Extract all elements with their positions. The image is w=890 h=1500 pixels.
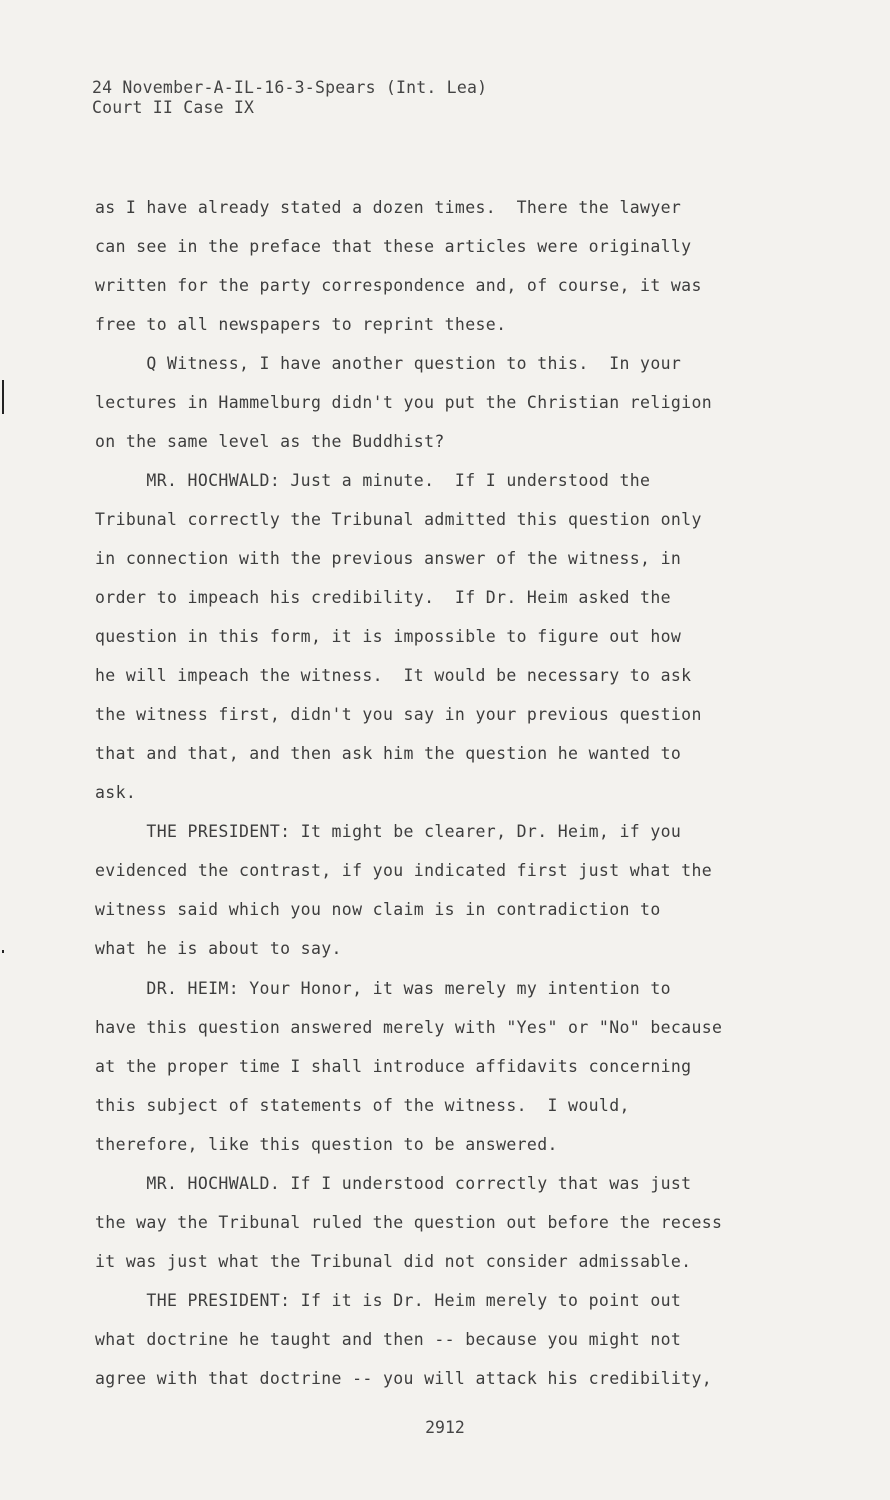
text-line: MR. HOCHWALD: Just a minute. If I understood the	[95, 471, 651, 490]
text-line: Q Witness, I have another question to this. In your	[95, 354, 682, 373]
text-line: can see in the preface that these articles were originally	[95, 237, 692, 256]
text-line: as I have already stated a dozen times. There the lawyer	[95, 198, 682, 217]
text-line: ask.	[95, 783, 137, 802]
text-line: it was just what the Tribunal did not consider admissable.	[95, 1252, 692, 1271]
page-number: 2912	[425, 1418, 465, 1437]
binding-mark	[2, 380, 4, 414]
text-line: THE PRESIDENT: It might be clearer, Dr. Heim, if you	[95, 822, 682, 841]
header-line-1: 24 November-A-IL-16-3-Spears (Int. Lea)	[92, 78, 488, 97]
text-line: MR. HOCHWALD. If I understood correctly that was just	[95, 1174, 692, 1193]
text-line: witness said which you now claim is in contradiction to	[95, 900, 661, 919]
text-line: agree with that doctrine -- you will attack his credibility,	[95, 1369, 713, 1388]
document-header	[92, 78, 487, 118]
text-line: question in this form, it is impossible to figure out how	[95, 627, 682, 646]
text-line: the witness first, didn't you say in your previous question	[95, 705, 702, 724]
text-line: the way the Tribunal ruled the question out before the recess	[95, 1213, 723, 1232]
text-line: this subject of statements of the witness. I would,	[95, 1096, 630, 1115]
binding-mark	[2, 950, 4, 953]
text-line: what he is about to say.	[95, 939, 342, 958]
text-line: what doctrine he taught and then -- because you might not	[95, 1330, 682, 1349]
text-line: order to impeach his credibility. If Dr. Heim asked the	[95, 588, 671, 607]
text-line: at the proper time I shall introduce affidavits concerning	[95, 1057, 692, 1076]
text-line: he will impeach the witness. It would be necessary to ask	[95, 666, 692, 685]
text-line: have this question answered merely with "Yes" or "No" because	[95, 1018, 723, 1037]
text-line: written for the party correspondence and, of course, it was	[95, 276, 702, 295]
text-line: DR. HEIM: Your Honor, it was merely my intention to	[95, 979, 671, 998]
text-line: that and that, and then ask him the question he wanted to	[95, 744, 682, 763]
text-line: Tribunal correctly the Tribunal admitted this question only	[95, 510, 702, 529]
text-line: on the same level as the Buddhist?	[95, 432, 445, 451]
text-line: therefore, like this question to be answered.	[95, 1135, 558, 1154]
text-line: free to all newspapers to reprint these.	[95, 315, 507, 334]
text-line: in connection with the previous answer of the witness, in	[95, 549, 682, 568]
text-line: THE PRESIDENT: If it is Dr. Heim merely to point out	[95, 1291, 682, 1310]
text-line: evidenced the contrast, if you indicated first just what the	[95, 861, 713, 880]
text-line: lectures in Hammelburg didn't you put the Christian religion	[95, 393, 713, 412]
header-line-2: Court II Case IX	[92, 98, 255, 117]
